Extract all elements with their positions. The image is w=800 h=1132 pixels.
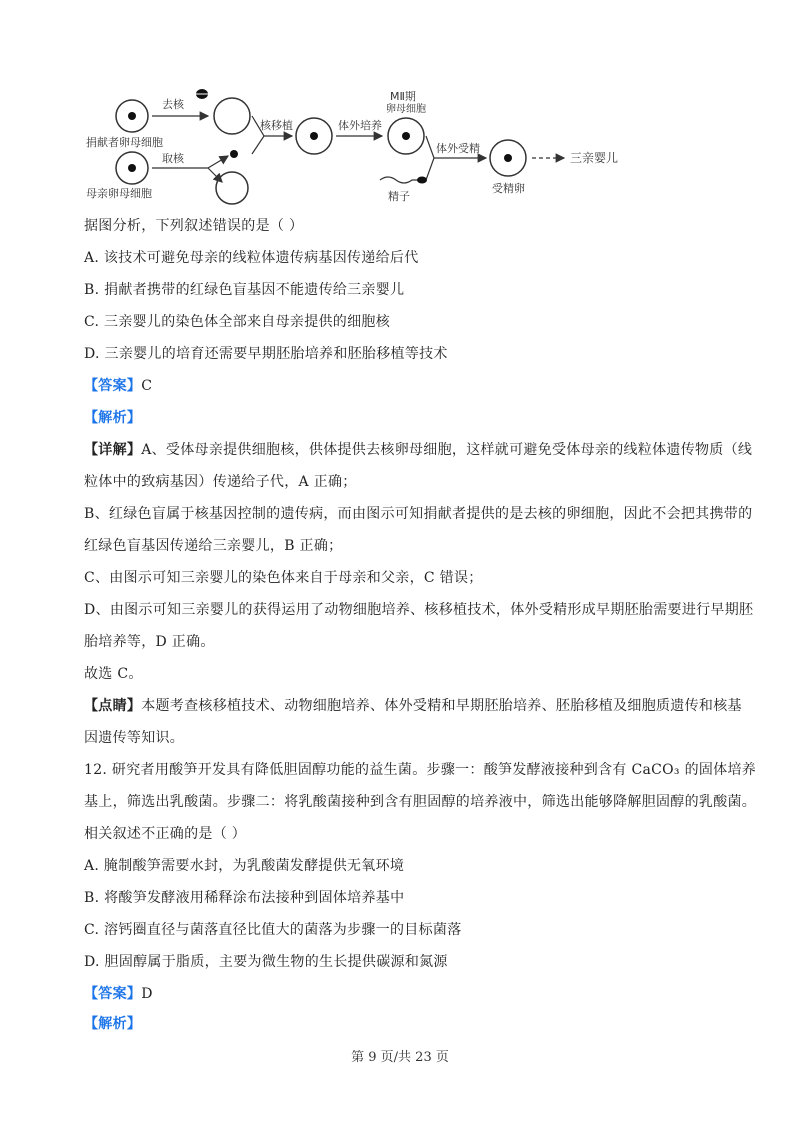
mother-nucleus <box>230 150 238 158</box>
enucleated-egg-cell <box>214 98 250 134</box>
in-vitro-fertilization-label: 体外受精 <box>436 142 480 155</box>
in-vitro-culture-label: 体外培养 <box>338 119 382 132</box>
sperm-head <box>417 177 427 184</box>
q11-detail-line-6: D、由图示可知三亲婴儿的获得运用了动物细胞培养、核移植技术，体外受精形成早期胚胎需要进行早期胚 <box>84 602 754 618</box>
diagram-svg <box>80 82 640 210</box>
q11-comment-line-1 <box>84 696 764 716</box>
q12-line-3: 相关叙述不正确的是（ ） <box>84 826 247 842</box>
q12-option-c: C. 溶钙圈直径与菌落直径比值大的菌落为步骤一的目标菌落 <box>84 922 462 938</box>
q11-option-a: A. 该技术可避免母亲的线粒体遗传病基因传递给后代 <box>84 250 419 266</box>
q11-detail-line-7: 胎培养等，D 正确。 <box>84 634 215 650</box>
nucleus-arrow <box>208 156 228 168</box>
q12-option-a: A. 腌制酸笋需要水封，为乳酸菌发酵提供无氧环境 <box>84 858 405 874</box>
q11-comment-text-1: 本题考查核移植技术、动物细胞培养、体外受精和早期胚胎培养、胚胎移植及细胞质遗传和核基 <box>141 698 742 714</box>
enucleate-label: 去核 <box>162 98 184 111</box>
q12-option-b: B. 将酸笋发酵液用稀释涂布法接种到固体培养基中 <box>84 890 405 906</box>
mii-label-line2: 卵母细胞 <box>386 104 426 115</box>
mii-egg-cell <box>388 118 424 154</box>
q11-detail-line-4: 红绿色盲基因传递给三亲婴儿，B 正确； <box>84 538 343 554</box>
result-label: 三亲婴儿 <box>570 151 619 165</box>
reconstructed-egg-cell <box>296 118 332 154</box>
q11-answer-value: C <box>141 378 153 394</box>
q11-comment-line-2: 因遗传等知识。 <box>84 730 185 746</box>
q11-detail-line-2: 粒体中的致病基因）传递给子代，A 正确； <box>84 474 357 490</box>
q12-analysis-tag: 【解析】 <box>84 1016 142 1032</box>
mother-cell-label: 母亲卵母细胞 <box>86 187 152 200</box>
q11-detail-text-1: A、受体母亲提供细胞核，供体提供去核卵母细胞，这样就可避免受体母亲的线粒体遗传物质（线 <box>141 442 753 458</box>
q11-comment-tag: 【点睛】 <box>84 698 142 714</box>
q12-answer-value: D <box>141 986 153 1002</box>
q11-analysis-tag: 【解析】 <box>84 410 142 426</box>
q11-prompt: 据图分析，下列叙述错误的是（ ） <box>84 218 304 234</box>
donor-cell-label: 捐献者卵母细胞 <box>86 136 163 149</box>
q12-answer-tag: 【答案】 <box>84 986 142 1002</box>
q11-answer <box>84 376 764 396</box>
mother-remaining-cell <box>216 172 248 204</box>
cytoplasm-arrow <box>208 168 222 182</box>
removed-nucleus <box>192 89 212 99</box>
q11-detail-tag: 【详解】 <box>84 442 142 458</box>
page-footer: 第 9 页/共 23 页 <box>351 1050 449 1065</box>
donor-egg-cell <box>116 100 148 132</box>
q12-line-2: 基上，筛选出乳酸菌。步骤二：将乳酸菌接种到含有胆固醇的培养液中，筛选出能够降解胆固醇的乳酸菌。 <box>84 794 757 810</box>
q12-line-1: 12. 研究者用酸笋开发具有降低胆固醇功能的益生菌。步骤一：酸笋发酵液接种到含有 CaCO₃ 的固体培养 <box>84 762 757 778</box>
q11-detail-line-3: B、红绿色盲属于核基因控制的遗传病，而由图示可知捐献者提供的是去核的卵细胞，因此不会把其携带的 <box>84 506 753 522</box>
sperm-tail <box>380 177 418 183</box>
q11-answer-tag: 【答案】 <box>84 378 142 394</box>
q11-detail-line-5: C、由图示可知三亲婴儿的染色体来自于母亲和父亲，C 错误； <box>84 570 483 586</box>
q11-conclusion: 故选 C。 <box>84 666 143 682</box>
sperm-label: 精子 <box>388 190 410 203</box>
zygote-label: 受精卵 <box>492 182 525 195</box>
take-nucleus-label: 取核 <box>162 152 184 165</box>
q11-option-d: D. 三亲婴儿的培育还需要早期胚胎培养和胚胎移植等技术 <box>84 346 448 362</box>
q11-option-c: C. 三亲婴儿的染色体全部来自母亲提供的细胞核 <box>84 314 391 330</box>
q12-answer <box>84 984 764 1004</box>
mii-label-line1: MⅡ期 <box>390 90 416 103</box>
mother-egg-cell <box>116 152 148 184</box>
q11-analysis <box>84 408 764 428</box>
three-parent-baby-diagram <box>80 82 640 210</box>
zygote-cell <box>490 140 526 176</box>
fertilization-bracket <box>426 136 434 180</box>
nuclear-transfer-label: 核移植 <box>260 119 293 132</box>
q12-analysis <box>84 1014 764 1034</box>
q11-detail-line-1 <box>84 440 764 460</box>
q11-option-b: B. 捐献者携带的红绿色盲基因不能遗传给三亲婴儿 <box>84 282 405 298</box>
q12-option-d: D. 胆固醇属于脂质，主要为微生物的生长提供碳源和氮源 <box>84 954 448 970</box>
